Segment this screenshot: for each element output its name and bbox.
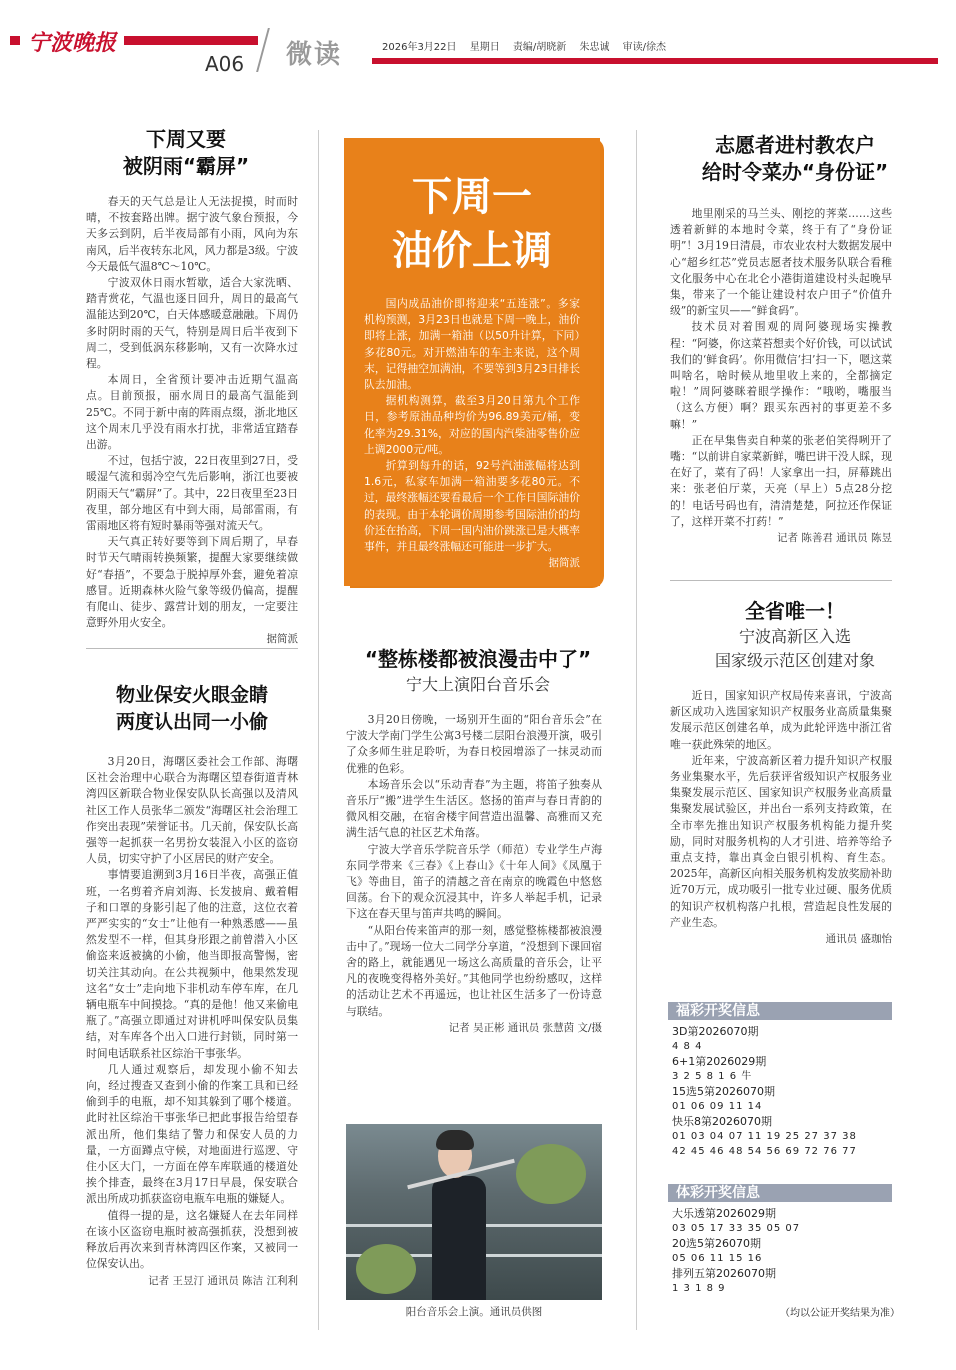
lottery-numbers: 01 03 04 07 11 19 25 27 37 38 [672, 1131, 857, 1142]
article-divider [86, 648, 298, 649]
ip-article [670, 688, 892, 947]
concert-article [346, 712, 602, 1036]
security-article [86, 754, 298, 1289]
byline: 据简派 [548, 557, 580, 570]
lottery-draw-name: 15选5第2026070期 [672, 1085, 775, 1098]
paragraph: 宁波双休日雨水暂歇，适合大家洗晒、踏青赏花，气温也逐日回升，周日的最高气温能达到20℃，白天体感暖意融融。下周仍多时阴时雨的天气，特别是周日后半夜到下周二，受到低涡东移影响，又有一次降水过程。 [86, 276, 298, 371]
page-number: A06 [205, 52, 245, 76]
concert-photo [346, 1124, 602, 1300]
photo-caption: 阳台音乐会上演。通讯员供图 [405, 1306, 543, 1318]
header-divider [256, 28, 270, 72]
ip-title-line1: 全省唯一！ [745, 599, 845, 623]
article-divider [670, 580, 892, 581]
lottery-numbers: 3 2 5 8 1 6 牛 [672, 1071, 753, 1082]
proofreader-credit: 审读/徐杰 [622, 42, 667, 53]
photo-plant [516, 1144, 586, 1204]
volunteer-title-line2: 给时令菜办“身份证” [701, 160, 889, 184]
ip-title-line2: 宁波高新区入选 [738, 627, 851, 646]
oil-title-line1: 下周一 [412, 174, 532, 220]
concert-subtitle: 宁大上演阳台音乐会 [405, 675, 550, 694]
lottery-draw-name: 6+1第2026029期 [672, 1055, 767, 1068]
paragraph: 值得一提的是，这名嫌疑人在去年同样在该小区盗窃电瓶时被高强抓获，没想到被释放后再次来到青林湾四区作案，又被同一位保安认出。 [86, 1208, 298, 1271]
paragraph: 近年来，宁波高新区着力提升知识产权服务业集聚水平，先后获评省级知识产权服务业集聚发展示范区、国家知识产权服务业高质量集聚发展试验区，并出台一系列支持政策，在全市率先推出知识产权服务机构能力提升奖励，同时对服务机构的人才引进、培养等给予重点支持，靠出真金白银引机构、育生态。2025年，高新区向相关服务机构发放奖励补助近70万元，成功吸引一批专业过硬、服务优质的知识产权机构落户扎根，营造起良性发展的产业生态。 [670, 753, 892, 929]
lottery-numbers: 1 3 1 8 9 [672, 1283, 726, 1294]
paragraph: 不过，包括宁波，22日夜里到27日，受暖湿气流和弱冷空气先后影响，浙江也要被阴雨天气“霸屏”了。其中，22日夜里至23日夜里，部分地区有中到大雨，局部雷雨，有雷雨地区将有短时暴雨等强对流天气。 [86, 454, 298, 533]
byline: 据简派 [266, 633, 298, 646]
weather-title-line2: 被阴雨“霸屏” [122, 154, 250, 178]
paragraph: 春天的天气总是让人无法捉摸，时而时晴，不按套路出牌。据宁波气象台预报，今天多云到阴，后半夜局部有小雨，风向为东南风，后半夜转东北风，风力都是3级。宁波今天最低气温8℃～10℃。 [86, 195, 299, 273]
sports-lottery-header: 体彩开奖信息 [668, 1184, 892, 1202]
volunteer-article [670, 206, 892, 546]
byline: 记者 王昱汀 通讯员 陈洁 江利利 [148, 1274, 298, 1287]
paragraph: 宁波大学音乐学院音乐学（师范）专业学生卢海东同学带来《三春》《上春山》《十年人间》《凤凰于飞》等曲目，笛子的清越之音在南京的晚霞色中悠悠回荡。台下的观众沉浸其中，许多人举起手机，记录下这在春天里与笛声共鸣的瞬间。 [346, 842, 602, 921]
weather-headline [86, 126, 286, 180]
issue-weekday: 星期日 [469, 42, 500, 53]
paragraph: 折算到每升的话，92号汽油涨幅将达到1.6元，私家车加满一箱油要多花80元。不过，最终涨幅还要看最后一个工作日国际油价的表现。由于本轮调价周期参考国际油价的均价还在抬高，下周一国内油价跳涨已是大概率事件，并且最终涨幅还可能进一步扩大。 [364, 459, 580, 554]
volunteer-title-line1: 志愿者进村教农户 [715, 133, 875, 157]
byline: 记者 陈善君 通讯员 陈昱 [776, 532, 892, 545]
photo-performer [432, 1176, 486, 1300]
paragraph: 近日，国家知识产权局传来喜讯，宁波高新区成功入选国家知识产权服务业高质量集聚发展示范区创建名单，成为此轮评选中浙江省唯一获此殊荣的地区。 [670, 689, 892, 751]
section-title: 微读 [286, 40, 343, 70]
masthead-logo: 宁波晚报 [20, 26, 124, 57]
lottery-numbers: 05 06 11 15 16 [672, 1253, 763, 1264]
lottery-note: （均以公证开奖结果为准） [780, 1308, 900, 1319]
oil-article [364, 296, 580, 571]
lottery-numbers: 4 8 4 [672, 1041, 703, 1052]
paragraph: 天气真正转好要等到下周后期了，早春时节天气晴雨转换频繁，提醒大家要继续做好“春捂”，不要急于脱掉厚外套，避免着凉感冒。近期森林火险气象等级仍偏高，提醒有爬山、徒步、露营计划的朋友，一定要注意野外用火安全。 [86, 535, 298, 630]
concert-title: “整栋楼都被浪漫击中了” [364, 647, 592, 671]
security-title-line1: 物业保安火眼金睛 [115, 684, 268, 706]
photo-plant [356, 1244, 416, 1294]
column-divider [636, 130, 637, 1330]
concert-headline [330, 646, 626, 697]
paragraph: 3月20日，海曙区委社会工作部、海曙区社会治理中心联合为海曙区望春街道青林湾四区新联合物业保安队队长高强以及清风社区工作人员张华二颁发“海曙区社会治理工作突出表现”荣誉证书。几天前，保安队长高强等一起抓获一名男扮女装混入小区的盗窃人员，切实守护了小区居民的财产安全。 [86, 755, 298, 866]
ip-headline [650, 598, 940, 673]
paragraph: 国内成品油价即将迎来“五连涨”。多家机构预测，3月23日也就是下周一晚上，油价即将上涨，加满一箱油（以50升计算，下同）多花80元。对开燃油车的车主来说，这个周末，记得抽空加满油，不要等到3月23日排长队去加油。 [364, 297, 580, 392]
security-headline [86, 682, 298, 736]
paragraph: 技术员对着围观的周阿婆现场实操教程：“阿婆，你这菜苔想卖个好价钱，可以试试我们的‘鲜食码’。你用微信‘扫’扫一下，嗯这菜叫啥名，啥时候从地里收上来的，全都摘定啦！”周阿婆眯着眼学操作：“哦哟，嘴服当（这么方便）啊？跟买东西衬的事更差不多嘛！” [670, 320, 892, 431]
lottery-draw-name: 排列五第2026070期 [672, 1267, 776, 1280]
lottery-draw-name: 3D第2026070期 [672, 1025, 759, 1038]
lottery-draw-name: 大乐透第2026029期 [672, 1207, 776, 1220]
byline: 通讯员 盛珈怡 [825, 933, 892, 946]
volunteer-headline [650, 132, 940, 186]
sports-lottery-results [672, 1206, 902, 1296]
paragraph: “从阳台传来笛声的那一刻，感觉整栋楼都被浪漫击中了。”现场一位大二同学分享道，“没想到下课回宿舍的路上，就能遇见一场这么高质量的音乐会，让平凡的夜晚变得格外美好。”其他同学也纷纷感叹，这样的活动让艺术不再遥远，也让社区生活多了一份诗意与联结。 [346, 923, 602, 1018]
header-red-rule [372, 58, 938, 64]
paragraph: 几人通过观察后，却发现小偷不知去向，经过搜查又查到小偷的作案工具和已经偷到手的电瓶，却不知其躲到了哪个楼道。此时社区综治干事张华已把此事报告给望春派出所，他们集结了警力和保安人员的力量，一方面蹲点守候，对地面进行巡逻、守住小区大门，一方面在停车库联通的楼道处挨个排查，最终在3月17日早晨，保安联合派出所成功抓获盗窃电瓶车电瓶的嫌疑人。 [86, 1062, 298, 1206]
editor-credit: 责编/胡晓新 [512, 42, 567, 53]
paragraph: 地里刚采的马兰头、刚挖的荠菜……这些透着新鲜的本地时令菜，终于有了“身份证明”！3月19日清晨，市农业农村大数据发展中心“超乡红芯”党员志愿者技术服务队联合看稚文化服务中心在北仑小港街道建设村头起晚早集，带来了一个能让建设村农户田子“价值升级”的新宝贝——“鲜食码”。 [670, 207, 892, 318]
paragraph: 本场音乐会以“乐动青春”为主题，将笛子独奏从音乐厅“搬”进学生生活区。悠扬的笛声与春日青韵的微风相交融，在宿舍楼宇间营造出温馨、高雅而又充满生活气息的社区艺术角落。 [346, 777, 602, 840]
oil-title-line2: 油价上调 [392, 228, 552, 274]
paragraph: 正在早集售卖自种菜的张老伯笑得咧开了嘴：“以前讲自家菜新鲜，嘴巴讲干没人睬，现在好了，菜有了码！人家拿出一扫，屏幕跳出来：张老伯厅菜，天亮（早上）5点28分挖的！电话号码也有，清清楚楚，阿拉还作保证了，这样开菜不打药！” [670, 433, 892, 528]
column-divider [318, 130, 319, 1330]
lottery-numbers: 01 06 09 11 14 [672, 1101, 763, 1112]
header-info [382, 38, 676, 53]
weather-title-line1: 下周又要 [146, 127, 226, 151]
paragraph: 事情要追溯到3月16日半夜，高强正值班，一名剪着齐肩刘海、长发披肩、戴着帽子和口罩的身影引起了他的注意，这位衣着严严实实的“女士”让他有一种熟悉感——虽然发型不一样，但其身形跟之前曾潜入小区偷盗来返被擒的小偷，他当即报高警惕，密切关注其动向。在公共视频中，他果然发现这名“女士”走向地下非机动车停车库，在几辆电瓶车中间摸捻。“真的是他！他又来偷电瓶了。”高强立即通过对讲机呼叫保安队员集结，对车库各个出入口进行封锁，同时第一时间电话联系社区综治干事张华。 [86, 868, 298, 1060]
photo-performer-hair [436, 1130, 474, 1150]
lottery-numbers: 03 05 17 33 35 05 07 [672, 1223, 801, 1234]
paragraph: 3月20日傍晚，一场别开生面的“阳台音乐会”在宁波大学南门学生公寓3号楼二层阳台浪漫开演，吸引了众多师生驻足聆听，为春日校园增添了一抹灵动而优雅的色彩。 [346, 713, 602, 775]
issue-date: 2026年3月22日 [382, 42, 457, 53]
security-title-line2: 两度认出同一小偷 [115, 711, 268, 733]
oil-headline [344, 170, 600, 278]
lottery-draw-name: 快乐8第2026070期 [672, 1115, 772, 1128]
lottery-draw-name: 20选5第26070期 [672, 1237, 761, 1250]
lottery-numbers: 42 45 46 48 54 56 69 72 76 77 [672, 1146, 857, 1157]
paragraph: 本周日，全省预计要冲击近期气温高点。目前预报，丽水周日的最高气温能到25℃。不同于新中南的阵雨点缀，浙北地区这个周末几乎没有雨水打扰，非常适宜踏春出游。 [86, 373, 298, 452]
welfare-lottery-results [672, 1024, 902, 1159]
paragraph: 据机构测算，截至3月20日第九个工作日，参考原油品种均价为96.89美元/桶，变化率为29.31%，对应的国内汽柴油零售价应上调2000元/吨。 [364, 394, 580, 456]
ip-title-line3: 国家级示范区创建对象 [714, 651, 875, 670]
welfare-lottery-header: 福彩开奖信息 [668, 1002, 892, 1020]
byline: 记者 吴正彬 通讯员 张慧茵 文/摄 [448, 1021, 602, 1034]
weather-article [86, 194, 298, 648]
designer-credit: 朱忠诚 [579, 42, 610, 53]
